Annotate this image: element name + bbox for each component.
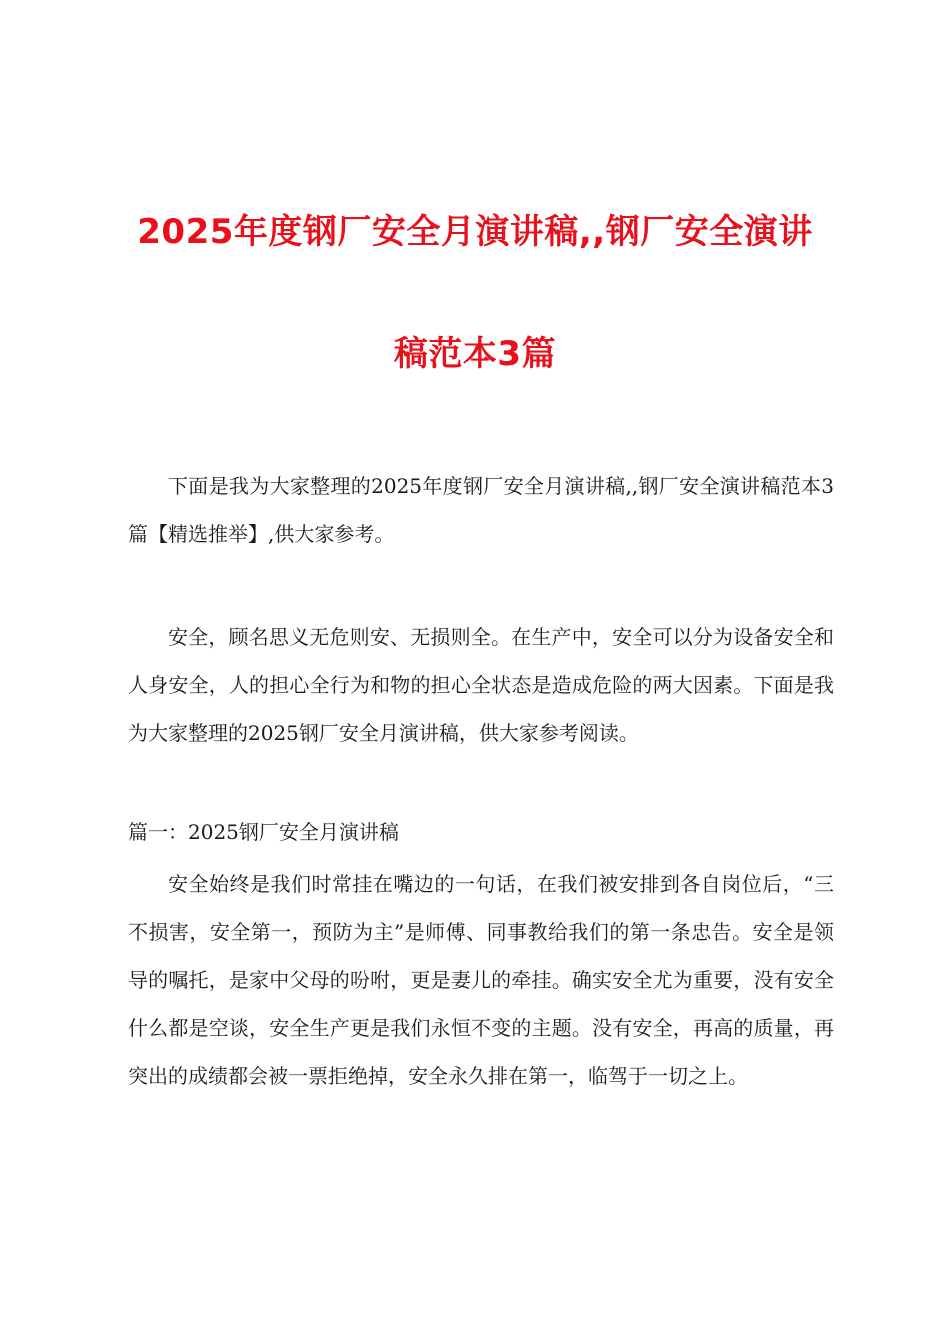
- body-paragraph-1: 安全，顾名思义无危则安、无损则全。在生产中，安全可以分为设备安全和人身安全，人的担心全行为和物的担心全状态是造成危险的两大因素。下面是我为大家整理的2025钢厂安全月演讲稿，供大家参考阅读。: [128, 625, 834, 745]
- document-title-line-2: 稿范本3篇: [393, 334, 557, 374]
- body-paragraph-2: 安全始终是我们时常挂在嘴边的一句话，在我们被安排到各自岗位后，“三不损害，安全第一，预防为主”是师傅、同事教给我们的第一条忠告。安全是领导的嘱托，是家中父母的吩咐，更是妻儿的牵挂。确实安全尤为重要，没有安全什么都是空谈，安全生产更是我们永恒不变的主题。没有安全，再高的质量，再突出的成绩都会被一票拒绝掉，安全永久排在第一，临驾于一切之上。: [128, 872, 834, 1088]
- document-title-line-1: 2025年度钢厂安全月演讲稿,,钢厂安全演讲: [137, 212, 813, 252]
- intro-paragraph: 下面是我为大家整理的2025年度钢厂安全月演讲稿,,钢厂安全演讲稿范本3篇【精选推举】,供大家参考。: [128, 474, 834, 546]
- section-heading: 篇一：2025钢厂安全月演讲稿: [128, 820, 399, 844]
